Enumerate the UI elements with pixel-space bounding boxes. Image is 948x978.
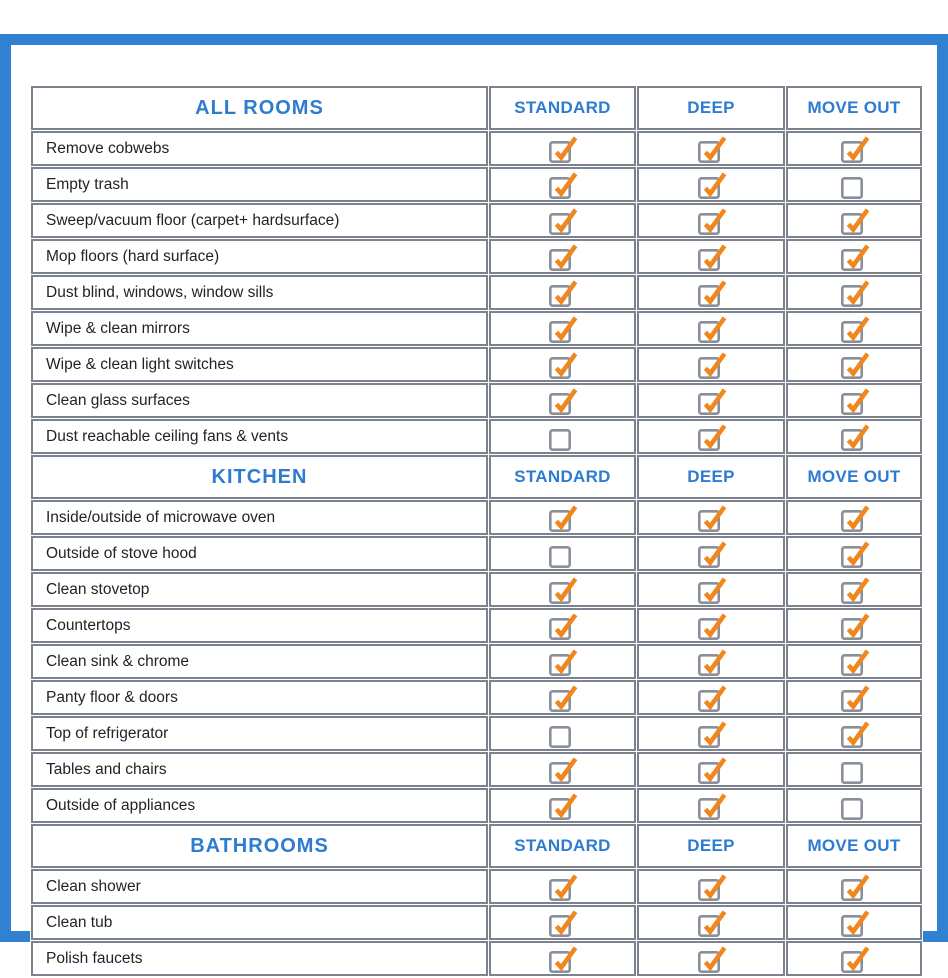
section-title-all-rooms: ALL ROOMS bbox=[31, 86, 488, 130]
checkbox-cell-moveout[interactable] bbox=[786, 419, 922, 454]
section-header-row-all-rooms bbox=[31, 86, 922, 130]
checked-checkbox-icon-standard[interactable] bbox=[546, 386, 579, 415]
checked-checkbox-icon-standard[interactable] bbox=[546, 872, 579, 901]
task-label: Top of refrigerator bbox=[31, 716, 488, 751]
checkbox-cell-moveout[interactable] bbox=[786, 905, 922, 940]
checked-checkbox-icon-standard[interactable] bbox=[546, 206, 579, 235]
checkbox-cell-moveout[interactable] bbox=[786, 608, 922, 643]
checked-checkbox-icon-standard[interactable] bbox=[546, 683, 579, 712]
task-label: Empty trash bbox=[31, 167, 488, 202]
task-row-dust-blind-windows-window-sills bbox=[31, 275, 922, 310]
checkbox-cell-moveout[interactable] bbox=[786, 131, 922, 166]
checkbox-cell-standard[interactable] bbox=[489, 131, 636, 166]
column-header-moveout: MOVE OUT bbox=[786, 455, 922, 499]
checked-checkbox-icon-deep[interactable] bbox=[695, 719, 728, 748]
task-row-top-of-refrigerator bbox=[31, 716, 922, 751]
task-label: Dust reachable ceiling fans & vents bbox=[31, 419, 488, 454]
checked-checkbox-icon-moveout[interactable] bbox=[838, 683, 871, 712]
unchecked-checkbox-icon-moveout[interactable] bbox=[838, 170, 871, 199]
task-row-sweep-vacuum-floor-carpet-hardsurface bbox=[31, 203, 922, 238]
checkbox-cell-moveout[interactable] bbox=[786, 239, 922, 274]
checked-checkbox-icon-deep[interactable] bbox=[695, 539, 728, 568]
checked-checkbox-icon-moveout[interactable] bbox=[838, 539, 871, 568]
task-label: Polish faucets bbox=[31, 941, 488, 976]
unchecked-checkbox-icon-standard[interactable] bbox=[546, 719, 579, 748]
column-header-standard: STANDARD bbox=[489, 824, 636, 868]
unchecked-checkbox-icon-standard[interactable] bbox=[546, 539, 579, 568]
checkbox-cell-deep[interactable] bbox=[637, 608, 785, 643]
checked-checkbox-icon-deep[interactable] bbox=[695, 134, 728, 163]
task-row-empty-trash bbox=[31, 167, 922, 202]
checked-checkbox-icon-standard[interactable] bbox=[546, 575, 579, 604]
checked-checkbox-icon-moveout[interactable] bbox=[838, 908, 871, 937]
checkbox-cell-moveout[interactable] bbox=[786, 500, 922, 535]
column-header-deep: DEEP bbox=[637, 824, 785, 868]
checked-checkbox-icon-moveout[interactable] bbox=[838, 422, 871, 451]
checkbox-cell-deep[interactable] bbox=[637, 419, 785, 454]
checked-checkbox-icon-deep[interactable] bbox=[695, 647, 728, 676]
task-label: Panty floor & doors bbox=[31, 680, 488, 715]
task-row-remove-cobwebs bbox=[31, 131, 922, 166]
checked-checkbox-icon-moveout[interactable] bbox=[838, 944, 871, 973]
checkbox-cell-standard[interactable] bbox=[489, 941, 636, 976]
page-blue-frame bbox=[0, 34, 948, 967]
checked-checkbox-icon-deep[interactable] bbox=[695, 575, 728, 604]
task-label: Inside/outside of microwave oven bbox=[31, 500, 488, 535]
checkbox-cell-deep[interactable] bbox=[637, 788, 785, 823]
column-header-standard: STANDARD bbox=[489, 455, 636, 499]
checked-checkbox-icon-deep[interactable] bbox=[695, 872, 728, 901]
checked-checkbox-icon-moveout[interactable] bbox=[838, 872, 871, 901]
checkbox-cell-standard[interactable] bbox=[489, 419, 636, 454]
checked-checkbox-icon-standard[interactable] bbox=[546, 314, 579, 343]
checkbox-cell-deep[interactable] bbox=[637, 500, 785, 535]
checked-checkbox-icon-moveout[interactable] bbox=[838, 278, 871, 307]
checkbox-cell-standard[interactable] bbox=[489, 347, 636, 382]
task-label: Clean tub bbox=[31, 905, 488, 940]
cleaning-checklist-table bbox=[30, 85, 923, 977]
checkbox-cell-deep[interactable] bbox=[637, 905, 785, 940]
checkbox-cell-standard[interactable] bbox=[489, 239, 636, 274]
checkbox-cell-standard[interactable] bbox=[489, 167, 636, 202]
task-row-inside-outside-of-microwave-oven bbox=[31, 500, 922, 535]
task-row-wipe-clean-mirrors bbox=[31, 311, 922, 346]
checkbox-cell-moveout[interactable] bbox=[786, 572, 922, 607]
checkbox-cell-deep[interactable] bbox=[637, 239, 785, 274]
checkbox-cell-moveout[interactable] bbox=[786, 347, 922, 382]
column-header-moveout: MOVE OUT bbox=[786, 86, 922, 130]
section-header-row-bathrooms bbox=[31, 824, 922, 868]
unchecked-checkbox-icon-moveout[interactable] bbox=[838, 791, 871, 820]
checkbox-cell-deep[interactable] bbox=[637, 869, 785, 904]
checkbox-cell-deep[interactable] bbox=[637, 383, 785, 418]
checkbox-cell-moveout[interactable] bbox=[786, 275, 922, 310]
checked-checkbox-icon-moveout[interactable] bbox=[838, 719, 871, 748]
checked-checkbox-icon-standard[interactable] bbox=[546, 755, 579, 784]
checked-checkbox-icon-standard[interactable] bbox=[546, 944, 579, 973]
column-header-deep: DEEP bbox=[637, 86, 785, 130]
checked-checkbox-icon-deep[interactable] bbox=[695, 206, 728, 235]
task-label: Wipe & clean light switches bbox=[31, 347, 488, 382]
checkbox-cell-moveout[interactable] bbox=[786, 311, 922, 346]
checkbox-cell-moveout[interactable] bbox=[786, 167, 922, 202]
checkbox-cell-standard[interactable] bbox=[489, 275, 636, 310]
checkbox-cell-moveout[interactable] bbox=[786, 716, 922, 751]
task-label: Outside of appliances bbox=[31, 788, 488, 823]
task-row-countertops bbox=[31, 608, 922, 643]
section-title-kitchen: KITCHEN bbox=[31, 455, 488, 499]
checked-checkbox-icon-deep[interactable] bbox=[695, 350, 728, 379]
checked-checkbox-icon-deep[interactable] bbox=[695, 611, 728, 640]
checkbox-cell-deep[interactable] bbox=[637, 680, 785, 715]
task-label: Tables and chairs bbox=[31, 752, 488, 787]
task-row-clean-glass-surfaces bbox=[31, 383, 922, 418]
checked-checkbox-icon-standard[interactable] bbox=[546, 503, 579, 532]
task-label: Clean stovetop bbox=[31, 572, 488, 607]
section-title-bathrooms: BATHROOMS bbox=[31, 824, 488, 868]
checked-checkbox-icon-deep[interactable] bbox=[695, 683, 728, 712]
checked-checkbox-icon-standard[interactable] bbox=[546, 350, 579, 379]
checkbox-cell-deep[interactable] bbox=[637, 131, 785, 166]
task-label: Wipe & clean mirrors bbox=[31, 311, 488, 346]
checkbox-cell-deep[interactable] bbox=[637, 752, 785, 787]
checkbox-cell-standard[interactable] bbox=[489, 869, 636, 904]
checked-checkbox-icon-deep[interactable] bbox=[695, 422, 728, 451]
checked-checkbox-icon-deep[interactable] bbox=[695, 170, 728, 199]
checked-checkbox-icon-moveout[interactable] bbox=[838, 206, 871, 235]
checkbox-cell-standard[interactable] bbox=[489, 644, 636, 679]
checked-checkbox-icon-deep[interactable] bbox=[695, 242, 728, 271]
unchecked-checkbox-icon-moveout[interactable] bbox=[838, 755, 871, 784]
task-label: Clean sink & chrome bbox=[31, 644, 488, 679]
checked-checkbox-icon-moveout[interactable] bbox=[838, 503, 871, 532]
checked-checkbox-icon-standard[interactable] bbox=[546, 242, 579, 271]
task-row-tables-and-chairs bbox=[31, 752, 922, 787]
checkbox-cell-moveout[interactable] bbox=[786, 644, 922, 679]
checkbox-cell-moveout[interactable] bbox=[786, 941, 922, 976]
checked-checkbox-icon-moveout[interactable] bbox=[838, 575, 871, 604]
checkbox-cell-standard[interactable] bbox=[489, 788, 636, 823]
checkbox-cell-deep[interactable] bbox=[637, 536, 785, 571]
checked-checkbox-icon-standard[interactable] bbox=[546, 134, 579, 163]
checkbox-cell-deep[interactable] bbox=[637, 167, 785, 202]
task-row-clean-sink-chrome bbox=[31, 644, 922, 679]
checked-checkbox-icon-deep[interactable] bbox=[695, 503, 728, 532]
task-row-outside-of-stove-hood bbox=[31, 536, 922, 571]
checked-checkbox-icon-moveout[interactable] bbox=[838, 314, 871, 343]
checked-checkbox-icon-deep[interactable] bbox=[695, 908, 728, 937]
checked-checkbox-icon-standard[interactable] bbox=[546, 278, 579, 307]
checked-checkbox-icon-deep[interactable] bbox=[695, 755, 728, 784]
checkbox-cell-deep[interactable] bbox=[637, 203, 785, 238]
checkbox-cell-standard[interactable] bbox=[489, 536, 636, 571]
task-label: Countertops bbox=[31, 608, 488, 643]
checkbox-cell-moveout[interactable] bbox=[786, 383, 922, 418]
checkbox-cell-moveout[interactable] bbox=[786, 536, 922, 571]
task-label: Dust blind, windows, window sills bbox=[31, 275, 488, 310]
checked-checkbox-icon-deep[interactable] bbox=[695, 386, 728, 415]
checkbox-cell-standard[interactable] bbox=[489, 203, 636, 238]
checkbox-cell-standard[interactable] bbox=[489, 311, 636, 346]
column-header-deep: DEEP bbox=[637, 455, 785, 499]
checkbox-cell-deep[interactable] bbox=[637, 347, 785, 382]
task-label: Clean shower bbox=[31, 869, 488, 904]
checkbox-cell-standard[interactable] bbox=[489, 680, 636, 715]
checked-checkbox-icon-moveout[interactable] bbox=[838, 242, 871, 271]
checked-checkbox-icon-deep[interactable] bbox=[695, 791, 728, 820]
task-label: Mop floors (hard surface) bbox=[31, 239, 488, 274]
checkbox-cell-deep[interactable] bbox=[637, 716, 785, 751]
checked-checkbox-icon-moveout[interactable] bbox=[838, 611, 871, 640]
checkbox-cell-standard[interactable] bbox=[489, 383, 636, 418]
checkbox-cell-deep[interactable] bbox=[637, 275, 785, 310]
checked-checkbox-icon-moveout[interactable] bbox=[838, 386, 871, 415]
task-row-polish-faucets bbox=[31, 941, 922, 976]
checked-checkbox-icon-standard[interactable] bbox=[546, 908, 579, 937]
checkbox-cell-standard[interactable] bbox=[489, 572, 636, 607]
checked-checkbox-icon-moveout[interactable] bbox=[838, 350, 871, 379]
task-row-mop-floors-hard-surface bbox=[31, 239, 922, 274]
checked-checkbox-icon-deep[interactable] bbox=[695, 278, 728, 307]
checked-checkbox-icon-standard[interactable] bbox=[546, 611, 579, 640]
checked-checkbox-icon-standard[interactable] bbox=[546, 647, 579, 676]
task-label: Remove cobwebs bbox=[31, 131, 488, 166]
unchecked-checkbox-icon-standard[interactable] bbox=[546, 422, 579, 451]
checklist-container bbox=[30, 85, 918, 977]
task-row-clean-shower bbox=[31, 869, 922, 904]
task-label: Outside of stove hood bbox=[31, 536, 488, 571]
checkbox-cell-moveout[interactable] bbox=[786, 680, 922, 715]
checkbox-cell-moveout[interactable] bbox=[786, 788, 922, 823]
checkbox-cell-standard[interactable] bbox=[489, 500, 636, 535]
column-header-standard: STANDARD bbox=[489, 86, 636, 130]
checkbox-cell-standard[interactable] bbox=[489, 752, 636, 787]
checkbox-cell-standard[interactable] bbox=[489, 716, 636, 751]
checked-checkbox-icon-deep[interactable] bbox=[695, 314, 728, 343]
column-header-moveout: MOVE OUT bbox=[786, 824, 922, 868]
task-label: Clean glass surfaces bbox=[31, 383, 488, 418]
task-row-wipe-clean-light-switches bbox=[31, 347, 922, 382]
task-row-dust-reachable-ceiling-fans-vents bbox=[31, 419, 922, 454]
checkbox-cell-deep[interactable] bbox=[637, 311, 785, 346]
checkbox-cell-deep[interactable] bbox=[637, 572, 785, 607]
section-header-row-kitchen bbox=[31, 455, 922, 499]
checked-checkbox-icon-moveout[interactable] bbox=[838, 647, 871, 676]
checked-checkbox-icon-deep[interactable] bbox=[695, 944, 728, 973]
checkbox-cell-standard[interactable] bbox=[489, 905, 636, 940]
task-row-clean-tub bbox=[31, 905, 922, 940]
checked-checkbox-icon-standard[interactable] bbox=[546, 791, 579, 820]
checkbox-cell-deep[interactable] bbox=[637, 941, 785, 976]
checkbox-cell-moveout[interactable] bbox=[786, 203, 922, 238]
task-row-outside-of-appliances bbox=[31, 788, 922, 823]
checked-checkbox-icon-standard[interactable] bbox=[546, 170, 579, 199]
checkbox-cell-deep[interactable] bbox=[637, 644, 785, 679]
task-label: Sweep/vacuum floor (carpet+ hardsurface) bbox=[31, 203, 488, 238]
checkbox-cell-standard[interactable] bbox=[489, 608, 636, 643]
checked-checkbox-icon-moveout[interactable] bbox=[838, 134, 871, 163]
checkbox-cell-moveout[interactable] bbox=[786, 752, 922, 787]
checkbox-cell-moveout[interactable] bbox=[786, 869, 922, 904]
task-row-panty-floor-doors bbox=[31, 680, 922, 715]
task-row-clean-stovetop bbox=[31, 572, 922, 607]
